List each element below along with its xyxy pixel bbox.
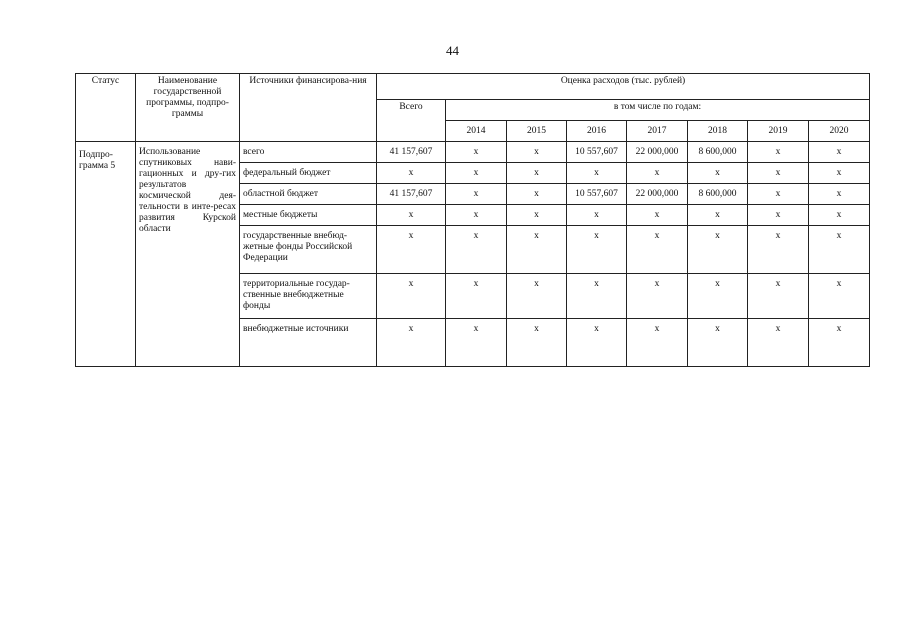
header-year: 2015 [507,121,567,142]
year-value-cell: x [688,163,748,184]
year-value-cell: x [627,226,688,274]
header-by-years: в том числе по годам: [446,100,870,121]
year-value-cell: x [688,226,748,274]
year-value-cell: x [567,163,627,184]
total-cell: x [377,274,446,319]
table-row [76,142,870,163]
total-cell: x [377,205,446,226]
year-value-cell: x [567,274,627,319]
header-year: 2017 [627,121,688,142]
header-program-name: Наименование государственной программы, подпро-граммы [136,74,240,142]
year-value-cell: x [748,274,809,319]
year-value-cell: x [507,184,567,205]
funding-source: территориальные государ-ственные внебюджетные фонды [240,274,377,319]
year-value-cell: x [446,226,507,274]
funding-source: областной бюджет [240,184,377,205]
year-value-cell: x [446,274,507,319]
year-value-cell: x [507,205,567,226]
header-estimate: Оценка расходов (тыс. рублей) [377,74,870,100]
year-value-cell: x [688,274,748,319]
year-value-cell: 8 600,000 [688,142,748,163]
header-year: 2014 [446,121,507,142]
year-value-cell: x [809,226,870,274]
year-value-cell: x [688,205,748,226]
year-value-cell: 10 557,607 [567,142,627,163]
year-value-cell: x [688,319,748,367]
year-value-cell: 22 000,000 [627,142,688,163]
header-year: 2020 [809,121,870,142]
header-year: 2018 [688,121,748,142]
year-value-cell: x [446,319,507,367]
year-value-cell: x [748,184,809,205]
year-value-cell: x [567,205,627,226]
year-value-cell: x [748,319,809,367]
funding-source: местные бюджеты [240,205,377,226]
year-value-cell: x [627,205,688,226]
year-value-cell: x [446,184,507,205]
year-value-cell: x [446,163,507,184]
year-value-cell: x [627,274,688,319]
year-value-cell: x [748,163,809,184]
year-value-cell: x [507,274,567,319]
funding-source: внебюджетные источники [240,319,377,367]
expense-table [75,73,870,367]
year-value-cell: x [507,163,567,184]
header-status: Статус [76,74,136,142]
year-value-cell: x [809,274,870,319]
total-cell: x [377,163,446,184]
total-cell: 41 157,607 [377,142,446,163]
year-value-cell: x [507,319,567,367]
year-value-cell: x [809,319,870,367]
funding-source: всего [240,142,377,163]
year-value-cell: x [809,184,870,205]
header-year: 2016 [567,121,627,142]
year-value-cell: x [748,205,809,226]
funding-source: федеральный бюджет [240,163,377,184]
total-cell: x [377,226,446,274]
table-body [76,142,870,367]
total-cell: 41 157,607 [377,184,446,205]
header-total: Всего [377,100,446,142]
year-value-cell: x [627,163,688,184]
year-value-cell: x [748,226,809,274]
table-header [76,74,870,142]
year-value-cell: x [627,319,688,367]
year-value-cell: x [748,142,809,163]
year-value-cell: x [567,226,627,274]
year-value-cell: 22 000,000 [627,184,688,205]
year-value-cell: x [809,163,870,184]
page-number: 44 [446,43,459,58]
year-value-cell: x [567,319,627,367]
year-value-cell: 10 557,607 [567,184,627,205]
year-value-cell: x [446,142,507,163]
header-sources: Источники финансирова-ния [240,74,377,142]
year-value-cell: x [507,226,567,274]
year-value-cell: x [809,142,870,163]
year-value-cell: x [446,205,507,226]
subprogram-name: Использование спутниковых нави-гационных и дру-гих результатов космической дея-тельности в инте-ресах развития Курской области [136,142,240,367]
year-value-cell: x [809,205,870,226]
funding-source: государственные внебюд-жетные фонды Российской Федерации [240,226,377,274]
header-year: 2019 [748,121,809,142]
subprogram-status: Подпро-грамма 5 [76,142,136,367]
year-value-cell: x [507,142,567,163]
total-cell: x [377,319,446,367]
year-value-cell: 8 600,000 [688,184,748,205]
